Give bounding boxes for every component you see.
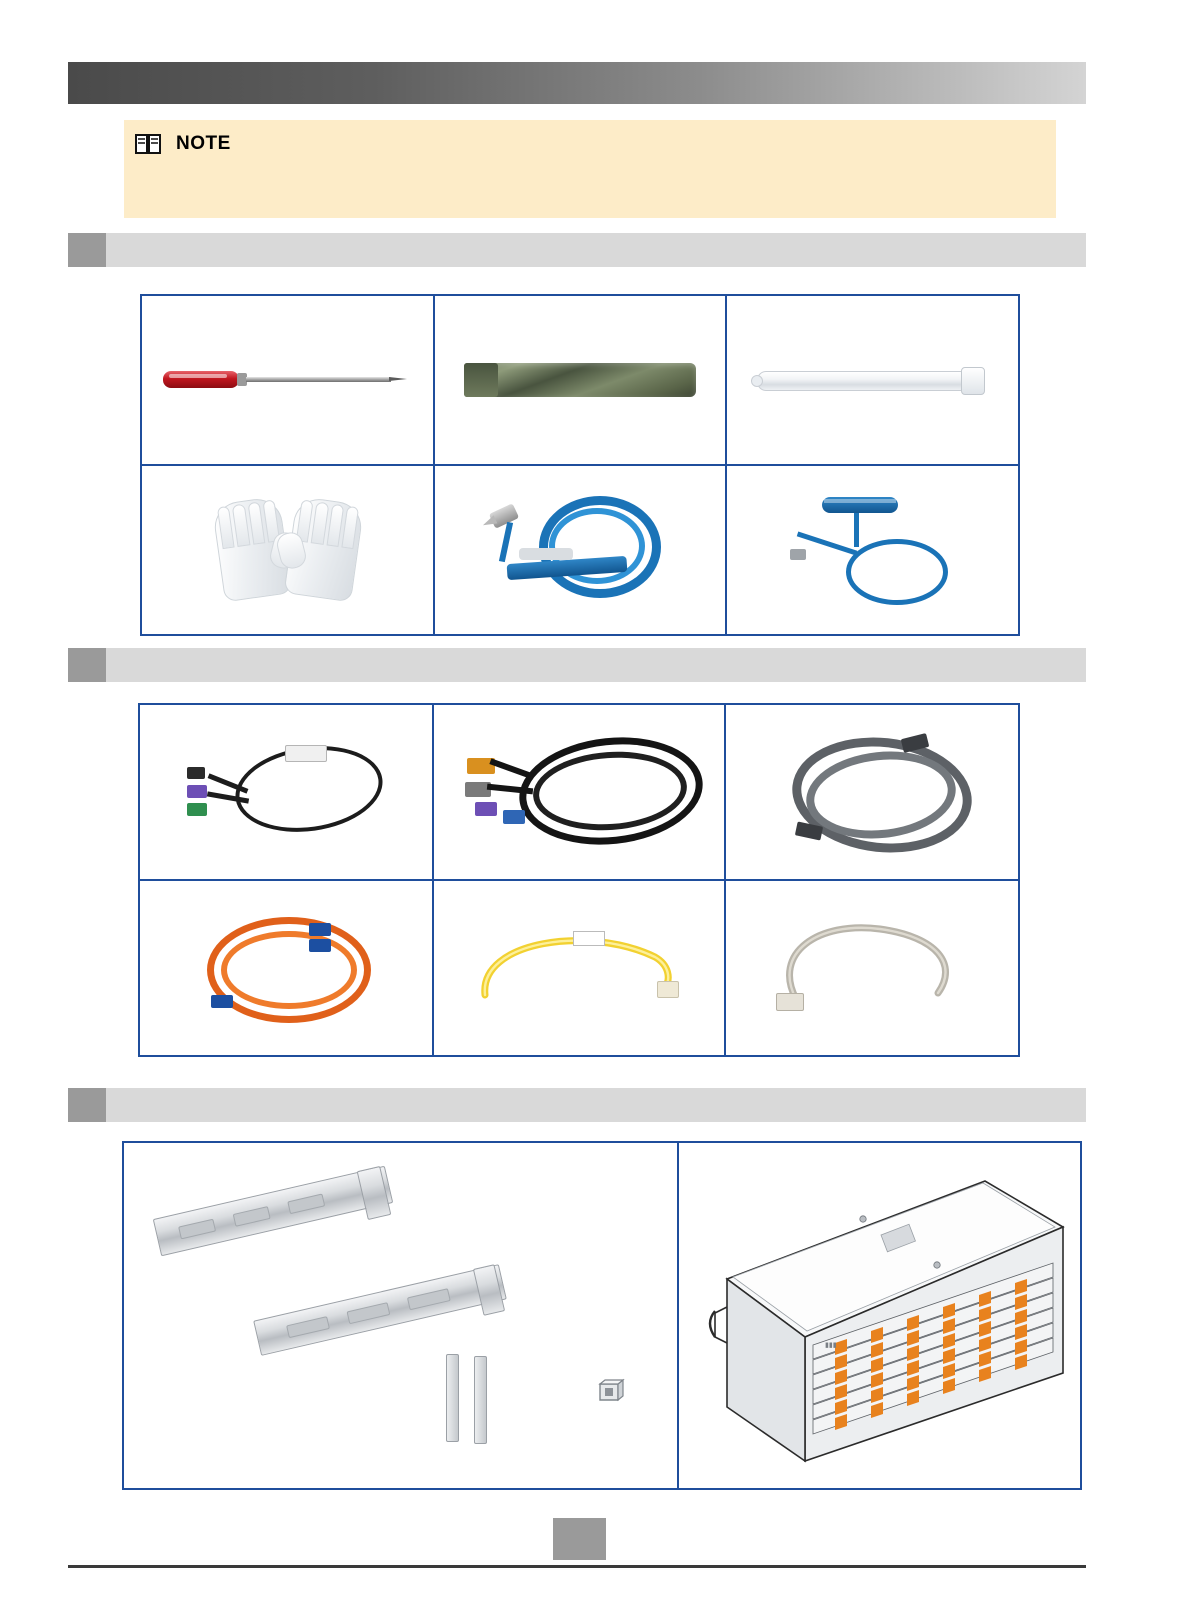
screwdriver-handle [163,371,239,388]
section-header-tools [68,233,1086,267]
esd-clip-lead [499,522,513,562]
section-title-rail-kit [106,1088,1086,1122]
section-tab-cables [68,648,106,682]
rail-kit-cell [124,1143,678,1488]
fiber-lc-connector-top-2 [309,939,331,952]
esd-strap-lead [854,513,859,547]
kvm-vga-connector-blue [503,810,525,824]
ps2-adapter-module [285,745,327,762]
screwdriver-tip [389,377,407,381]
cable-cell-sas-coil [725,705,1018,880]
rail-kit-image-grid [122,1141,1082,1490]
note-label: NOTE [176,133,231,154]
serial-cable-rj45-end [776,993,804,1011]
book-icon [134,132,164,156]
plastic-tube-body [757,371,969,391]
mounting-bracket-2 [474,1356,487,1444]
kvm-ps2-keyboard-connector [475,802,497,816]
section-tab-tools [68,233,106,267]
fiber-lc-connector-bottom [211,995,233,1008]
rj45-connector-right [657,981,679,998]
note-header [134,132,231,156]
rail-lower [253,1264,507,1356]
ps2-mouse-connector [187,803,207,816]
section-header-rail-kit [68,1088,1086,1122]
ps2-keyboard-connector [187,785,207,798]
cables-image-grid [138,703,1020,1057]
plastic-tube-tip [751,375,763,387]
flat-blade-tool-body [464,363,696,397]
page-header-bar [68,62,1086,104]
tool-cell-plastic-tube [726,296,1018,465]
tool-cell-esd-strap [726,465,1018,634]
tool-cell-antistatic-gloves [142,465,434,634]
note-callout [124,120,1056,218]
chassis-cell [678,1143,1080,1488]
mounting-bracket-1 [446,1354,459,1442]
fiber-cable-loop-inner [221,931,357,1009]
tool-cell-screwdriver [142,296,434,465]
ps2-adapter-end-connector [187,767,205,779]
rail-upper [153,1165,393,1256]
section-tab-rail-kit [68,1088,106,1122]
cable-cell-ps2-kvm-adapter [140,705,433,880]
section-title-tools [106,233,1086,267]
esd-metal-plate [519,548,573,560]
section-header-cables [68,648,1086,682]
glove-right [283,496,364,603]
tool-cell-esd-strap-coiled [434,465,726,634]
cable-tag [573,931,605,946]
esd-alligator-clip [489,503,519,528]
screwdriver-shaft [246,377,391,382]
storage-enclosure-chassis [685,1161,1075,1471]
footer-rule [68,1565,1086,1568]
cage-nut [596,1376,626,1406]
cable-cell-kvm-vga-ps2 [433,705,726,880]
tool-cell-flat-blade [434,296,726,465]
footer-page-tab [553,1518,606,1560]
tools-image-grid [140,294,1020,636]
esd-strap-cord-loop [846,539,948,605]
cable-cell-ethernet-yellow [433,880,726,1055]
esd-strap-plug [790,549,806,560]
chassis-logo: ▮▮▮ [824,1341,837,1349]
section-title-cables [106,648,1086,682]
cable-cell-fiber-orange [140,880,433,1055]
fiber-lc-connector-top [309,923,331,936]
cable-cell-serial-db9 [725,880,1018,1055]
plastic-tube-end-cap [961,367,985,395]
